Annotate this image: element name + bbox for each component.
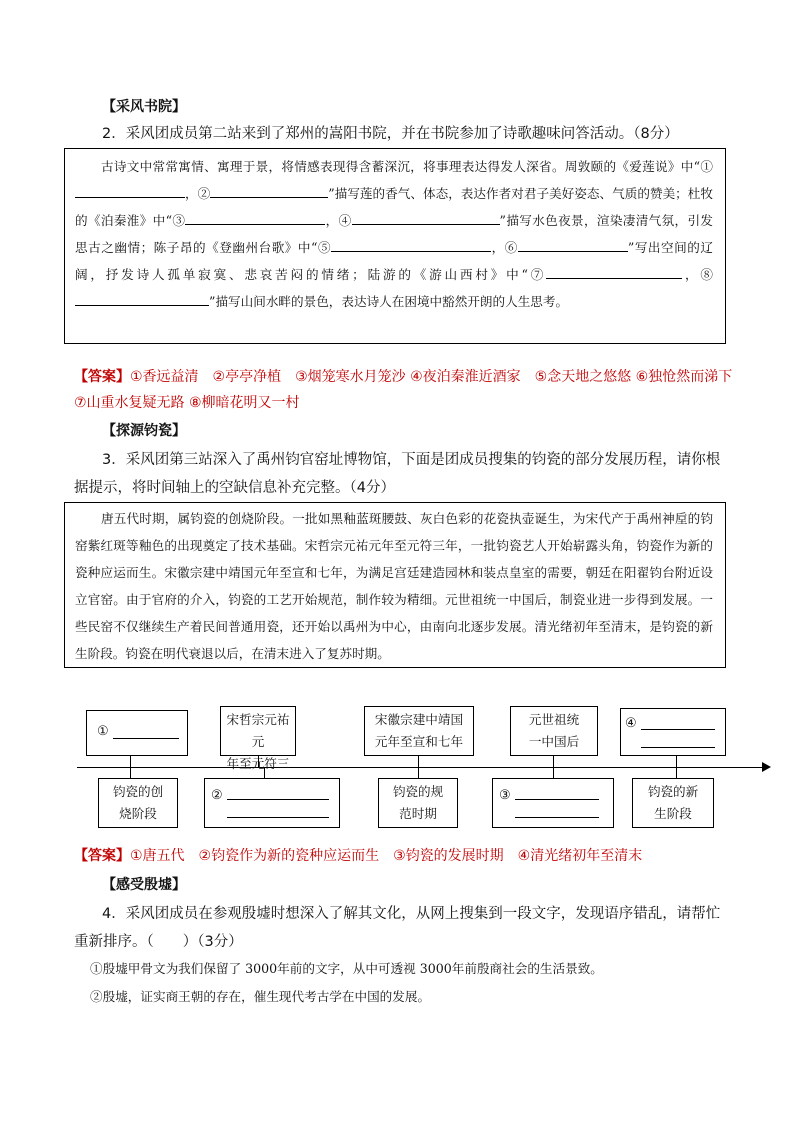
timeline-top-2: 宋哲宗元祐元 年至元符三	[220, 706, 296, 756]
sentence-item-2: ②殷墟，证实商王朝的存在，催生现代考古学在中国的发展。	[90, 989, 431, 1004]
timeline-bottom-5: 钧瓷的新 生阶段	[632, 778, 714, 828]
timeline-blank-2a[interactable]	[227, 799, 329, 800]
blank-2[interactable]	[210, 183, 328, 198]
jun-porcelain-text: 唐五代时期，属钧瓷的创烧阶段。一批如黑釉蓝斑腰鼓、灰白色彩的花瓷执壶诞生，为宋代产于禹州神垕的钧窑紫红斑等釉色的出现奠定了技术基础。宋哲宗元祐元年至元符三年，一批钧瓷艺人开始崭露头角，钧瓷作为新的瓷种应运而生。宋徽宗建中靖国元年至宣和七年，为满足宫廷建造园林和装点皇室的需要，朝廷在阳翟钧台附近设立官窑。由于官府的介入，钧瓷的工艺开始规范，制作较为精细。元世祖统一中国后，制瓷业进一步得到发展。一些民窑不仅继续生产着民间普通用瓷，还开始以禹州为中心，由南向北逐步发展。清光绪初年至清末，是钧瓷的新生阶段。钧瓷在明代衰退以后，在清末进入了复苏时期。	[75, 511, 713, 661]
section-heading-tanyuan: 【探源钧瓷】	[102, 423, 186, 439]
answer-text: ①香远益清 ②亭亭净植 ③烟笼寒水月笼沙 ④夜泊秦淮近酒家 ⑤念天地之悠悠 ⑥独怆然而涕下 ⑦山重水复疑无路 ⑧柳暗花明又一村	[74, 369, 747, 411]
question-3: 3．采风团第三站深入了禹州钧官窑址博物馆，下面是团成员搜集的钧瓷的部分发展历程，请你根据提示，将时间轴上的空缺信息补充完整。（4分）	[74, 452, 721, 496]
blank-8[interactable]	[75, 291, 209, 306]
timeline-blank-2b[interactable]	[227, 817, 329, 818]
answer-label: 【答案】	[74, 848, 130, 864]
jun-porcelain-box	[64, 502, 726, 668]
timeline-bottom-3: 钧瓷的规 范时期	[378, 778, 458, 828]
timeline-axis	[77, 767, 765, 768]
timeline-arrow-icon	[762, 762, 771, 772]
blank-7[interactable]	[546, 264, 682, 279]
poetry-text: 古诗文中常常寓情、寓理于景，将情感表现得含蓄深沉，将事理表达得发人深省。周敦颐的《爱莲说》中“①	[101, 159, 713, 174]
timeline-blank-3b[interactable]	[515, 817, 599, 818]
answer-3	[74, 843, 738, 869]
timeline-blank-1[interactable]	[113, 738, 179, 739]
timeline-top-1: ①	[86, 710, 188, 756]
timeline-blank-3a[interactable]	[515, 799, 599, 800]
timeline-blank-4b[interactable]	[641, 747, 715, 748]
section-heading-yinxu: 【感受殷墟】	[102, 877, 186, 893]
blank-3[interactable]	[185, 210, 325, 225]
timeline-bottom-2: ②	[204, 778, 340, 828]
timeline-bottom-1: 钧瓷的创 烧阶段	[98, 778, 178, 828]
blank-1[interactable]	[75, 183, 185, 198]
sentence-item-1: ①殷墟甲骨文为我们保留了 3000年前的文字，从中可透视 3000年前殷商社会的生活景致。	[90, 961, 603, 976]
timeline-bottom-4: ③	[492, 778, 614, 828]
answer-2	[74, 364, 747, 416]
poetry-box: 古诗文中常常寓情、寓理于景，将情感表现得含蓄深沉，将事理表达得发人深省。周敦颐的《爱莲说》中“①，② ”描写莲的香气、体态，表达作者对君子美好姿态、气质的赞美；杜牧的《泊秦淮》中“③ ，④ ”描写水色夜景，渲染凄清气氛，引发思古之幽情；陈子昂的《登幽州台歌》中“⑤ ，⑥ ”写出空间的辽阔，抒发诗人孤单寂寞、悲哀苦闷的情绪；陆游的《游山西村》中“⑦ ，⑧”描写山间水畔的景色，表达诗人在困境中豁然开朗的人生思考。	[64, 148, 726, 344]
blank-6[interactable]	[518, 237, 628, 252]
answer-text: ①唐五代 ②钧瓷作为新的瓷种应运而生 ③钧瓷的发展时期 ④清光绪初年至清末	[130, 848, 643, 864]
blank-4[interactable]	[352, 210, 500, 225]
timeline-blank-4a[interactable]	[641, 729, 715, 730]
question-4: 4．采风团成员在参观殷墟时想深入了解其文化，从网上搜集到一段文字，发现语序错乱，请帮忙重新排序。（ ）（3分）	[74, 906, 721, 950]
answer-label: 【答案】	[74, 369, 130, 385]
blank-5[interactable]	[331, 237, 491, 252]
timeline-top-4: 元世祖统 一中国后	[510, 706, 598, 756]
question-2: 2．采风团成员第二站来到了郑州的嵩阳书院，并在书院参加了诗歌趣味问答活动。（8分）	[102, 126, 679, 142]
timeline-top-3: 宋徽宗建中靖国 元年至宣和七年	[364, 706, 474, 756]
timeline-top-5: ④	[620, 708, 726, 756]
section-heading-caifeng: 【采风书院】	[102, 99, 186, 115]
